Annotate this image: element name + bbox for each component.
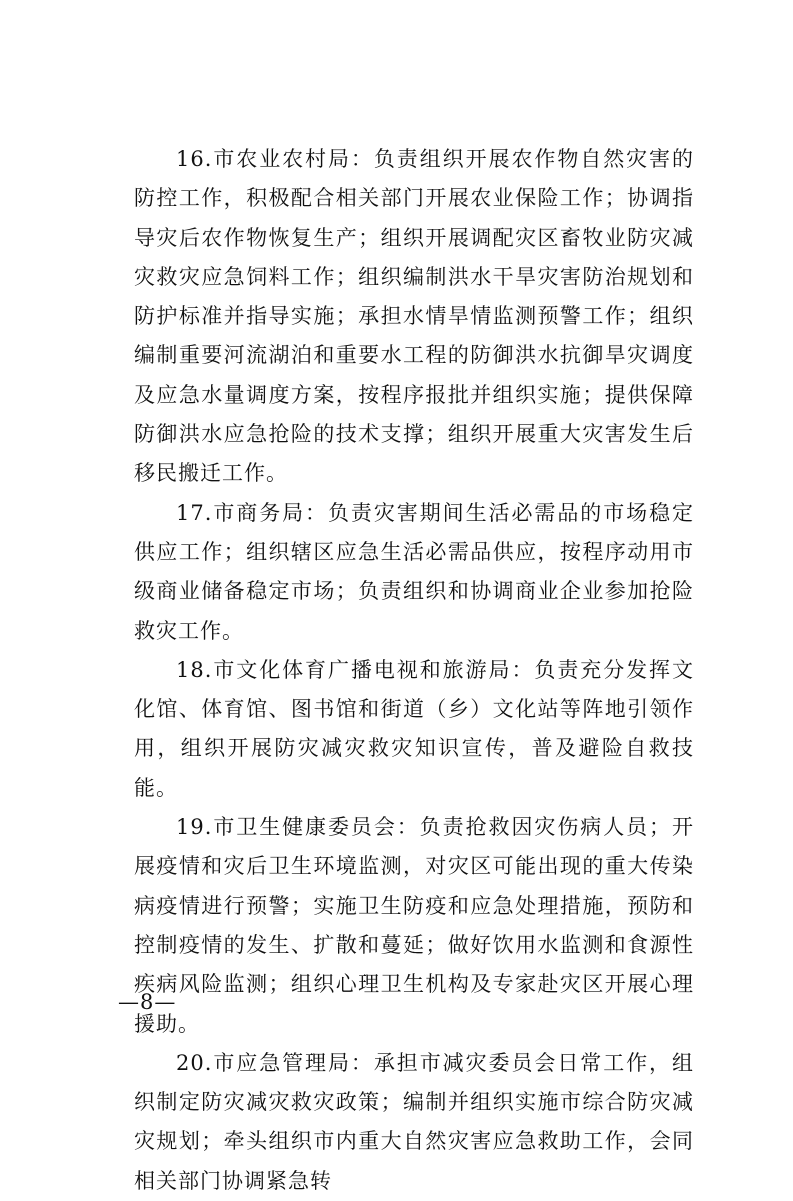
paragraph-17: 17.市商务局：负责灾害期间生活必需品的市场稳定供应工作；组织辖区应急生活必需品供应，按程序动用市级商业储备稳定市场；负责组织和协调商业企业参加抢险救灾工作。 xyxy=(134,500,694,643)
paragraph-16: 16.市农业农村局：负责组织开展农作物自然灾害的防控工作，积极配合相关部门开展农业保险工作；协调指导灾后农作物恢复生产；组织开展调配灾区畜牧业防灾减灾救灾应急饲料工作；组织编制洪水干旱灾害防治规划和防护标准并指导实施；承担水情旱情监测预警工作；组织编制重要河流湖泊和重要水工程的防御洪水抗御旱灾调度及应急水量调度方案，按程序报批并组织实施；提供保障防御洪水应急抢险的技术支撑；组织开展重大灾害发生后移民搬迁工作。 xyxy=(134,147,694,486)
document-body xyxy=(134,140,694,1201)
paragraph-19: 19.市卫生健康委员会：负责抢救因灾伤病人员；开展疫情和灾后卫生环境监测，对灾区可能出现的重大传染病疫情进行预警；实施卫生防疫和应急处理措施，预防和控制疫情的发生、扩散和蔓延；做好饮用水监测和食源性疾病风险监测；组织心理卫生机构及专家赴灾区开展心理援助。 xyxy=(134,815,694,1036)
paragraph-20: 20.市应急管理局：承担市减灾委员会日常工作，组织制定防灾减灾救灾政策；编制并组织实施市综合防灾减灾规划；牵头组织市内重大自然灾害应急救助工作，会同相关部门协调紧急转 xyxy=(134,1050,694,1193)
page-number: —8— xyxy=(118,990,177,1014)
paragraph-18: 18.市文化体育广播电视和旅游局：负责充分发挥文化馆、体育馆、图书馆和街道（乡）文化站等阵地引领作用，组织开展防灾减灾救灾知识宣传，普及避险自救技能。 xyxy=(134,657,694,800)
